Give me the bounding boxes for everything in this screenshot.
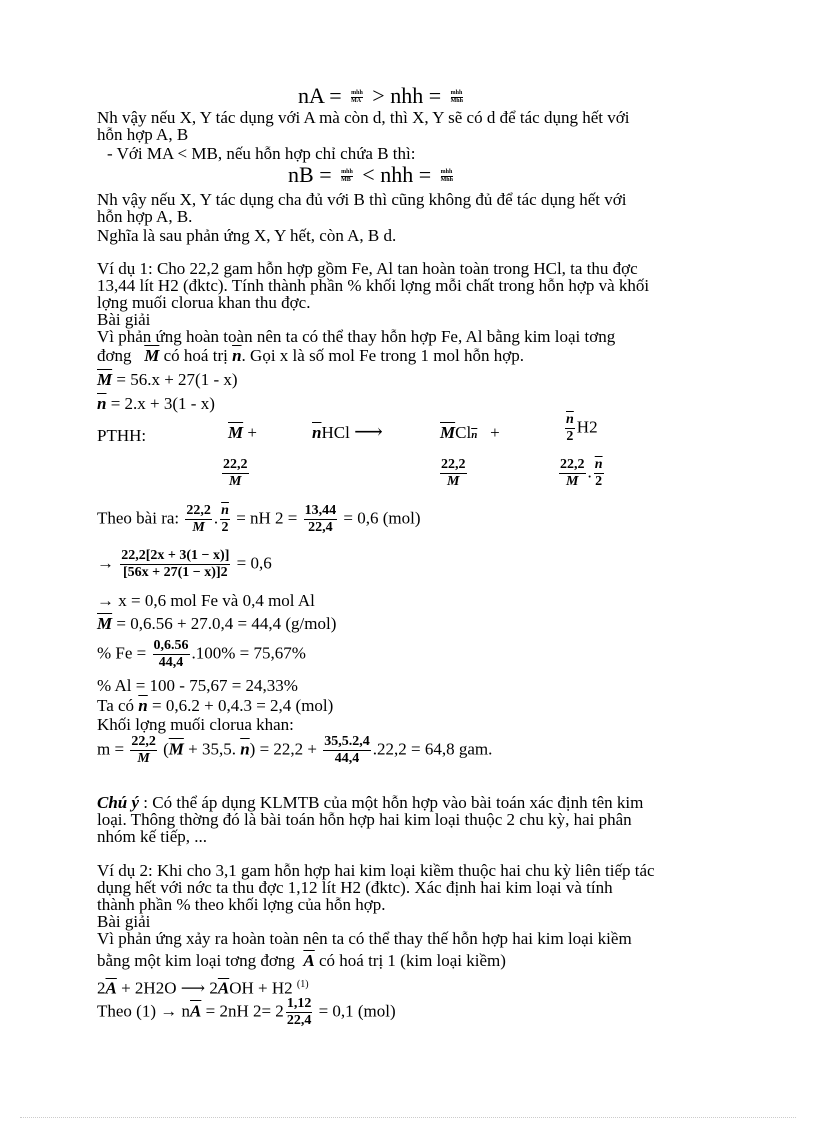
text: = 0,6.2 + 0,4.3 = 2,4 (mol) [152,696,334,715]
eq-term: nhh [380,162,414,187]
symbol-m-bar: $\overline{M}$ [144,346,160,365]
reaction-hcl [312,421,383,443]
symbol-a-bar: $\overline{A}$ [303,951,315,970]
note-label: Chú ý [97,793,140,812]
result-moles: Theo $(1) \to n\overline{A} = 2nH$ 2= 2 $\frac{1,12}{22,4}$ = 0,1 (mol) [97,996,396,1028]
text: .100% = 75,67% [191,643,306,663]
reaction-2 [97,976,309,997]
text-line: Nh vậy nếu X, Y tác dụng với A mà còn d, thì X, Y sẽ có d để tác dụng hết với [97,108,630,127]
symbol-n-bar: $\overline{n}$ [471,429,478,441]
fraction: mhh Mhh [450,90,463,105]
text: = 0,1 (mol) [318,1001,396,1021]
symbol-m-bar: $\overline{M}$ [228,423,244,442]
list-item: - Với MA < MB, nếu hỗn hợp chỉ chứa B thì: [107,144,416,163]
symbol-a-bar: $\overline{A}$ [190,1001,202,1021]
text-line: Nghĩa là sau phản ứng X, Y hết, còn A, B d. [97,226,397,245]
result-al: % Al = 100 - 75,67 = 24,33% [97,676,298,695]
eq-op: < [362,162,375,187]
equation-nb [288,163,457,187]
text-line [97,952,506,969]
fraction: mhh Mhh [440,169,453,184]
note-line [97,794,643,811]
text: = 0,6 [236,553,272,573]
text-line [97,347,524,364]
text: + [247,423,257,442]
text: HCl [321,423,350,442]
pthh-label: PTHH: [97,426,147,445]
note-line: nhóm kế tiếp, ... [97,827,208,846]
mole-fraction: $\frac{22,2}{M}$ [441,457,466,489]
heading-solution: Bài giải [97,310,151,329]
eq-term: nhh [390,83,424,108]
text: = 56.x + 27(1 - x) [116,370,238,389]
text: = 2nH 2= 2 [205,1001,284,1021]
eq-op: = [319,162,332,187]
mole-fraction: $\frac{22,2}{M}$ [223,457,248,489]
text: có hoá trị [163,346,228,365]
result-x [97,592,315,609]
text: % Fe = [97,643,147,663]
text: . Gọi x là số mol Fe trong 1 mol hỗn hợp. [241,346,524,365]
text: đơng [97,346,132,365]
result-fe: % Fe = $\frac{0,6.56}{44,4}$ .100% = 75,67% [97,638,306,670]
text: 2 [97,978,106,998]
heading-solution: Bài giải [97,912,151,931]
text: = 0,6 (mol) [343,508,421,528]
text: Ta có [97,696,135,715]
eq-term: nA [298,83,324,108]
reaction-h2 [563,412,598,445]
text: ⟶ 2 [180,978,218,998]
arrow-icon: ⟶ [354,421,383,443]
text: OH + H2 [229,978,293,998]
arrow-icon: → [97,591,114,610]
mole-fraction: $\frac{22,2}{M}$ . $\frac{\overline{n}}{2}$ [560,457,603,489]
fraction: $\frac{\overline{n}}{2}$ [566,412,574,444]
fraction: mhh MB [341,169,353,184]
text: m = [97,739,125,759]
text: = 2.x + 3(1 - x) [110,394,215,413]
text: : Có thể áp dụng KLMTB của một hỗn hợp vào bài toán xác định tên kim [143,793,644,812]
text: = nH 2 = [236,508,298,528]
text: Theo (1) → n [97,1001,191,1021]
symbol-m-bar: $\overline{M}$ [440,423,456,442]
eq-op: = [428,83,442,108]
text: bằng một kim loại tơng đơng [97,951,295,970]
example-1-line: Ví dụ 1: Cho 22,2 gam hỗn hợp gồm Fe, Al tan hoàn toàn trong HCl, ta thu đợc [97,259,638,278]
example-2-line: thành phần % theo khối lợng của hỗn hợp. [97,895,386,914]
symbol-n-bar: $\overline{n}$ [232,346,242,365]
text-line: hỗn hợp A, B. [97,207,193,226]
text: x = 0,6 mol Fe và 0,4 mol Al [118,591,315,610]
text: + [490,423,500,442]
text-line: hỗn hợp A, B [97,125,189,144]
reaction-product [440,424,500,444]
symbol-m-bar: $\overline{M}$ [168,739,184,759]
page-bottom-divider [20,1117,796,1118]
result-mass: m = $\frac{22,2}{M}$ ($\overline{M} + 35,5$. $\overline{n}) = 22,2$ + $\frac{35,5.2,4}{44,4}$ .22,2 = 64,8 gam. [97,734,493,766]
given-equation: Theo bài ra: $\frac{22,2}{M}$ . $\frac{\overline{n}}{2}$ = nH 2 = $\frac{13,44}{22,4}$ = 0,6 (mol) [97,503,421,535]
text-line: Khối lợng muối clorua khan: [97,715,294,734]
fraction: mhh MA [351,90,363,105]
reaction-number: (1) [296,979,309,990]
text: Theo bài ra: [97,508,180,528]
example-1-line: lợng muối clorua khan thu đợc. [97,293,311,312]
fraction: $\frac{22,2[2x + 3(1 - x)]}{[56x + 27(1 - x)]2}$ [121,548,230,580]
symbol-n-bar: $\overline{n}$ [240,739,250,759]
example-1-line: 13,44 lít H2 (đktc). Tính thành phần % khối lợng mỗi chất trong hỗn hợp và khối [97,276,650,295]
symbol-a-bar: $\overline{A}$ [105,978,117,998]
derived-equation [97,548,272,581]
text-line: Nh vậy nếu X, Y tác dụng cha đủ với B thì cũng không đủ để tác dụng hết với [97,190,627,209]
symbol-a-bar: $\overline{A}$ [217,978,230,998]
text: ) = 22,2 + [249,739,318,759]
text: Cl [455,423,472,442]
equation-na [298,84,467,108]
symbol-m-bar: $\overline{M}$ [97,370,113,389]
note-line: loại. Thông thờng đó là bài toán hỗn hợp hai kim loại thuộc 2 chu kỳ, hai phân [97,810,632,829]
text: + 2H2O [121,978,177,998]
symbol-n-bar: $\overline{n}$ [97,394,107,413]
text-line: Vì phản ứng xảy ra hoàn toàn nên ta có thể thay thế hỗn hợp hai kim loại kiềm [97,929,632,948]
example-2-line: Ví dụ 2: Khi cho 3,1 gam hỗn hợp hai kim loại kiềm thuộc hai chu kỳ liên tiếp tác [97,861,655,880]
text: .22,2 = 64,8 gam. [372,739,493,759]
text: ( [163,739,169,759]
result-n [97,697,333,714]
symbol-m-bar: $\overline{M}$ [97,614,113,633]
example-2-line: dụng hết với nớc ta thu đợc 1,12 lít H2 (đktc). Xác định hai kim loại và tính [97,878,613,897]
arrow-icon: → [97,553,114,573]
eq-op: = [418,162,432,187]
text-line: Vì phản ứng hoàn toàn nên ta có thể thay hỗn hợp Fe, Al bằng kim loại tơng [97,327,616,346]
reaction-equation [228,424,257,441]
symbol-n-bar: $\overline{n}$ [312,423,322,442]
formula-m [97,371,238,388]
eq-op: = [329,83,342,108]
text: có hoá trị 1 (kim loại kiềm) [318,951,506,970]
result-m [97,615,336,632]
eq-op: > [372,83,385,108]
text: H2 [576,417,598,437]
text: + 35,5. [188,739,236,759]
eq-term: nB [288,162,314,187]
symbol-n-bar: $\overline{n}$ [138,696,148,715]
formula-n [97,395,215,412]
text: = 0,6.56 + 27.0,4 = 44,4 (g/mol) [116,614,337,633]
